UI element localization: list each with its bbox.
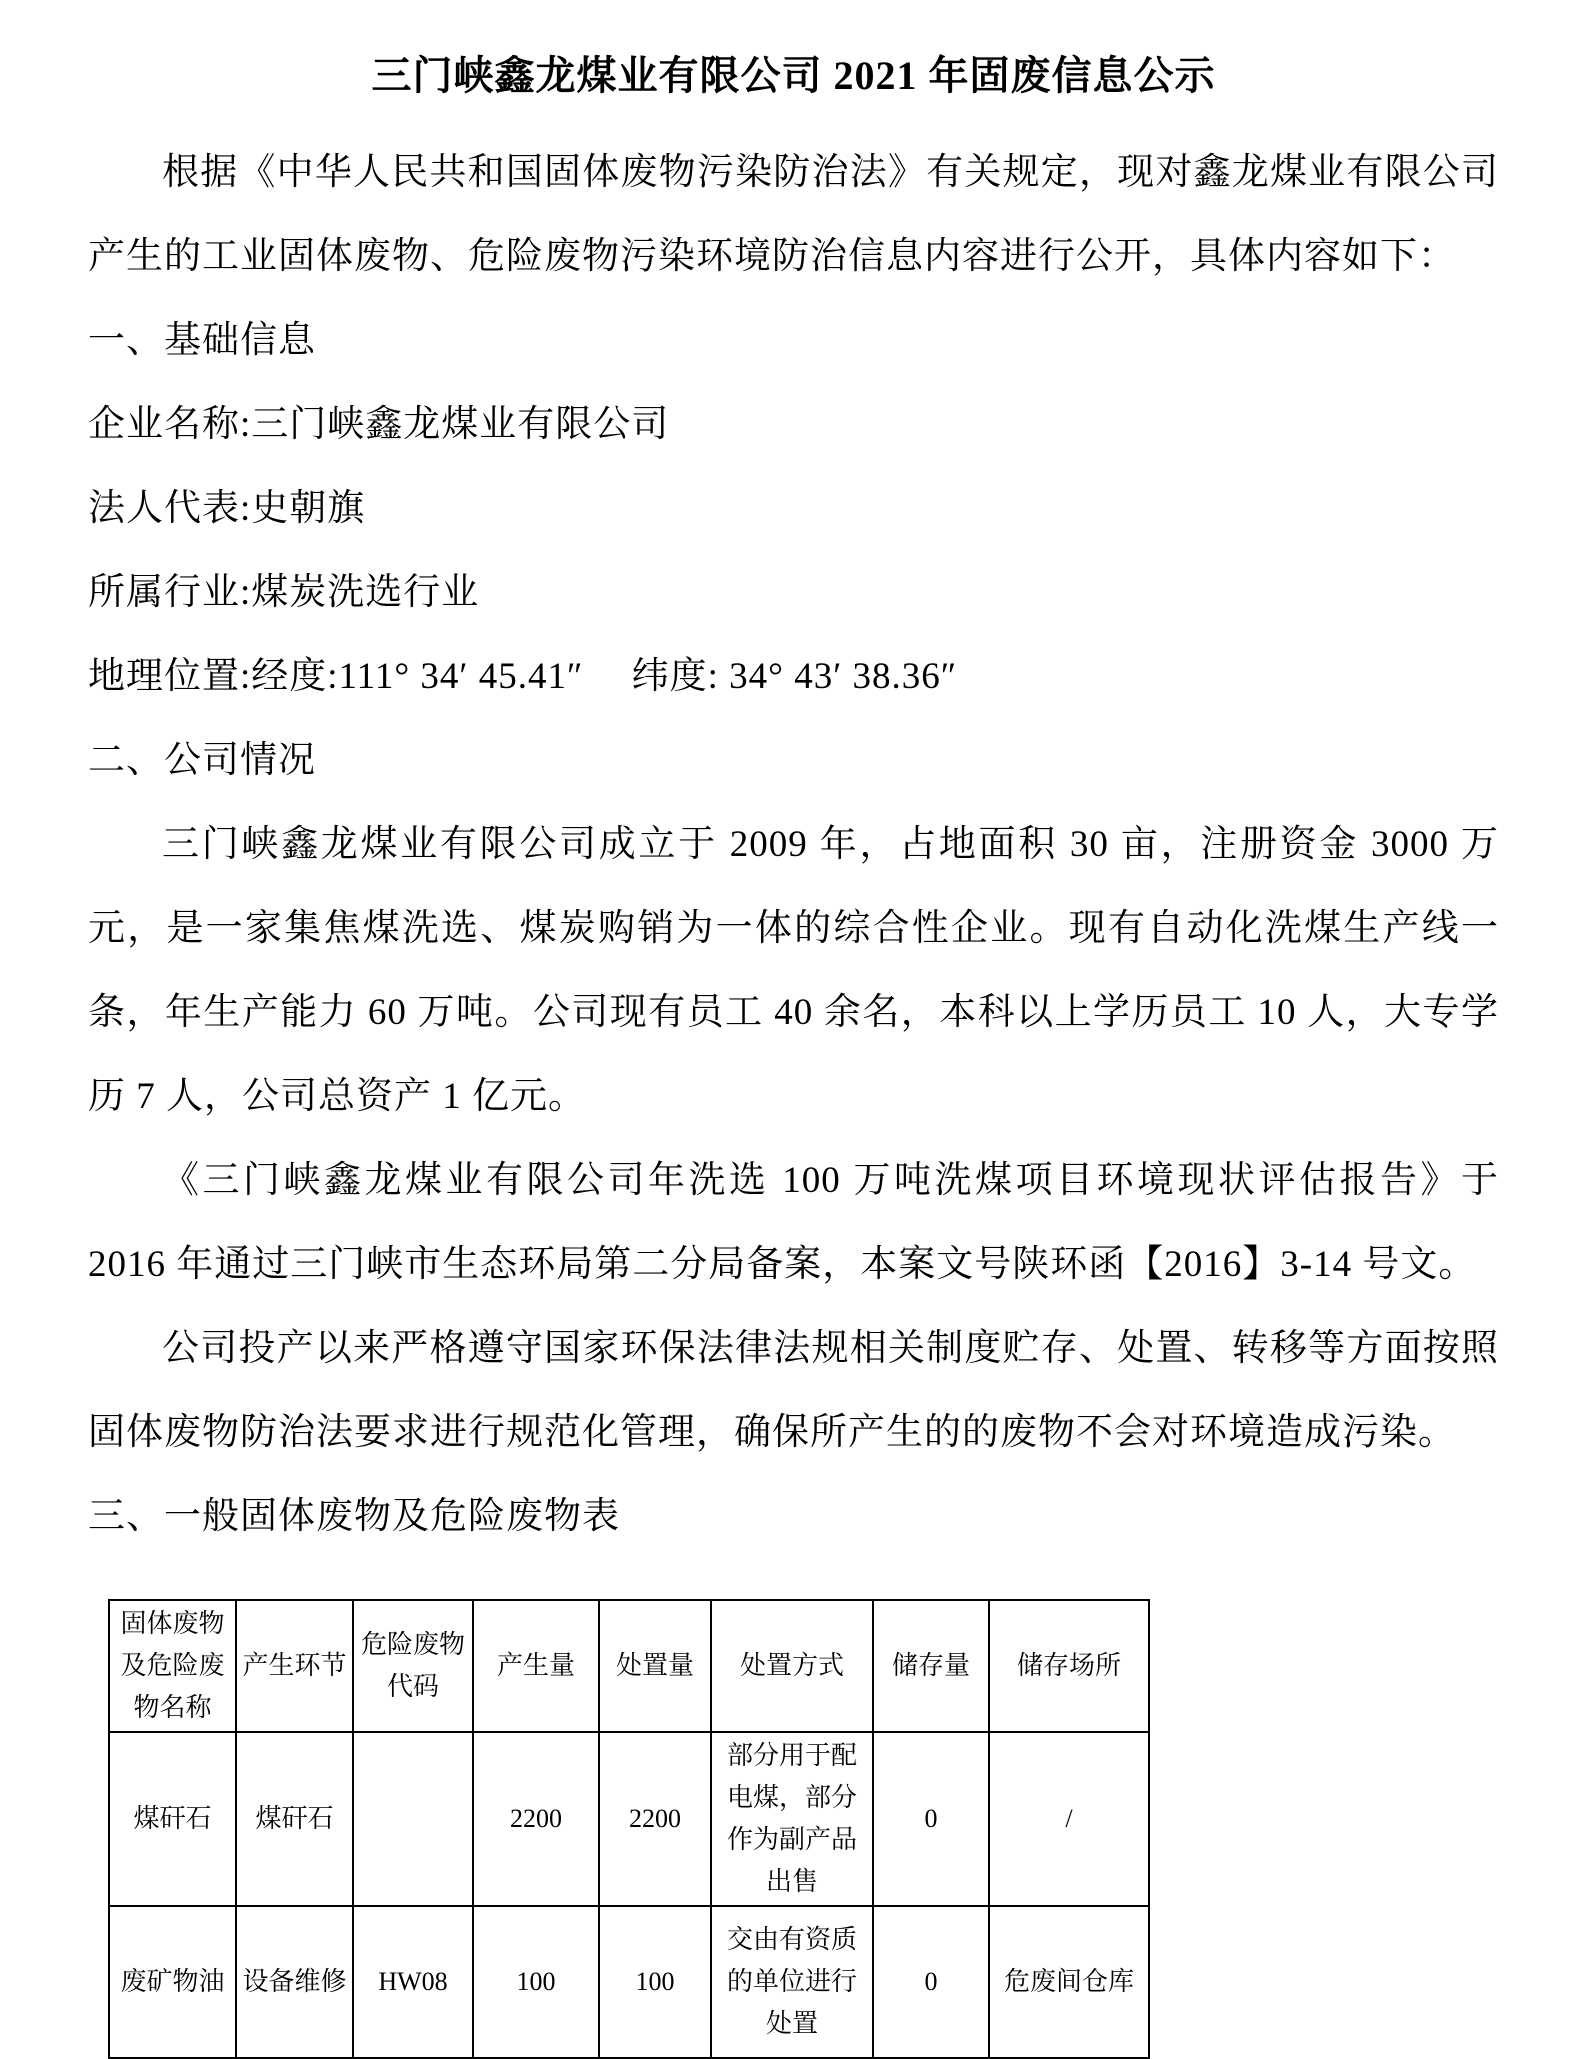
assessment-report-paragraph: 《三门峡鑫龙煤业有限公司年洗选 100 万吨洗煤项目环境现状评估报告》于 2016 年通过三门峡市生态环局第二分局备案，本案文号陕环函【2016】3-14 号文。 bbox=[88, 1160, 1499, 1285]
compliance-paragraph: 公司投产以来严格遵守国家环保法律法规相关制度贮存、处置、转移等方面按照固体废物防治法要求进行规范化管理，确保所产生的的废物不会对环境造成污染。 bbox=[88, 1328, 1499, 1453]
cell-disposal-method: 交由有资质的单位进行处置 bbox=[711, 1906, 873, 2058]
cell-hazard-code: HW08 bbox=[353, 1906, 473, 2058]
field-legal-representative: 法人代表:史朝旗 bbox=[88, 488, 366, 529]
section2-heading: 二、公司情况 bbox=[88, 740, 316, 781]
waste-table bbox=[108, 1599, 1150, 2059]
header-generated-amount: 产生量 bbox=[473, 1600, 599, 1732]
company-overview-paragraph: 三门峡鑫龙煤业有限公司成立于 2009 年，占地面积 30 亩，注册资金 3000 万元，是一家集焦煤洗选、煤炭购销为一体的综合性企业。现有自动化洗煤生产线一条，年生产能力 60 万吨。公司现有员工 40 余名，本科以上学历员工 10 人，大专学历 7 人，公司总资产 1 亿元。 bbox=[88, 824, 1499, 1117]
cell-waste-name: 废矿物油 bbox=[109, 1906, 236, 2058]
header-disposal-method: 处置方式 bbox=[711, 1600, 873, 1732]
cell-stored-amount: 0 bbox=[873, 1906, 989, 2058]
field-geo-location: 地理位置:经度:111° 34′ 45.41″ 纬度: 34° 43′ 38.36″ bbox=[88, 656, 958, 697]
cell-waste-name: 煤矸石 bbox=[109, 1732, 236, 1906]
field-company-name: 企业名称:三门峡鑫龙煤业有限公司 bbox=[88, 404, 670, 445]
cell-generation-stage: 设备维修 bbox=[236, 1906, 353, 2058]
section1-heading: 一、基础信息 bbox=[88, 320, 316, 361]
intro-paragraph: 根据《中华人民共和国固体废物污染防治法》有关规定，现对鑫龙煤业有限公司产生的工业固体废物、危险废物污染环境防治信息内容进行公开，具体内容如下： bbox=[88, 152, 1499, 277]
document-title: 三门峡鑫龙煤业有限公司 2021 年固废信息公示 bbox=[371, 53, 1216, 98]
cell-disposed-amount: 100 bbox=[599, 1906, 711, 2058]
cell-hazard-code bbox=[353, 1732, 473, 1906]
cell-disposal-method: 部分用于配电煤，部分作为副产品出售 bbox=[711, 1732, 873, 1906]
header-storage-place: 储存场所 bbox=[989, 1600, 1149, 1732]
cell-stored-amount: 0 bbox=[873, 1732, 989, 1906]
table-header-row bbox=[109, 1600, 1149, 1732]
table-row-coal-gangue bbox=[109, 1732, 1149, 1906]
header-stored-amount: 储存量 bbox=[873, 1600, 989, 1732]
cell-generation-stage: 煤矸石 bbox=[236, 1732, 353, 1906]
cell-generated-amount: 2200 bbox=[473, 1732, 599, 1906]
field-industry: 所属行业:煤炭洗选行业 bbox=[88, 572, 480, 613]
header-hazard-code: 危险废物代码 bbox=[353, 1600, 473, 1732]
cell-disposed-amount: 2200 bbox=[599, 1732, 711, 1906]
cell-storage-place: / bbox=[989, 1732, 1149, 1906]
cell-generated-amount: 100 bbox=[473, 1906, 599, 2058]
cell-storage-place: 危废间仓库 bbox=[989, 1906, 1149, 2058]
header-disposed-amount: 处置量 bbox=[599, 1600, 711, 1732]
table-row-waste-oil bbox=[109, 1906, 1149, 2058]
header-waste-name: 固体废物及危险废物名称 bbox=[109, 1600, 236, 1732]
section3-heading: 三、一般固体废物及危险废物表 bbox=[88, 1496, 620, 1537]
header-generation-stage: 产生环节 bbox=[236, 1600, 353, 1732]
